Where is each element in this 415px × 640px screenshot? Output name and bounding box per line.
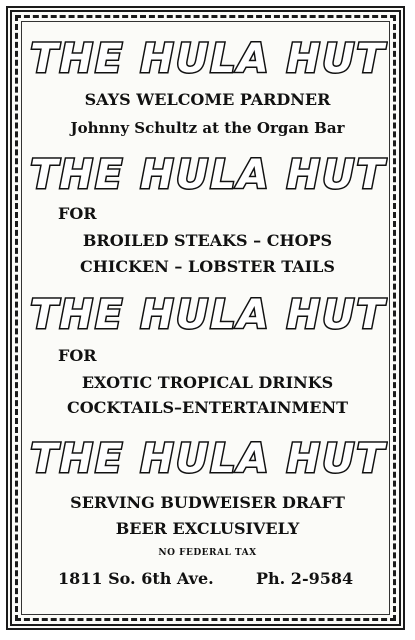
for-label-1: FOR — [58, 204, 97, 223]
budweiser-line: SERVING BUDWEISER DRAFT — [70, 493, 345, 512]
for-label-2: FOR — [58, 346, 97, 365]
bamboo-headline-1 — [28, 32, 388, 82]
drinks-line: EXOTIC TROPICAL DRINKS — [81, 373, 334, 392]
steaks-line: BROILED STEAKS – CHOPS — [82, 231, 333, 250]
headline-text-4: THE HULA HUT — [29, 436, 386, 482]
headline-4 — [0, 432, 415, 482]
phone-number: Ph. 2-9584 — [256, 569, 354, 588]
bamboo-headline-2 — [28, 148, 388, 198]
address: 1811 So. 6th Ave. — [58, 569, 214, 588]
organ-bar-line: Johnny Schultz at the Organ Bar — [70, 119, 345, 137]
tax-note: NO FEDERAL TAX — [158, 548, 257, 558]
headline-text-1: THE HULA HUT — [29, 36, 386, 82]
headline-text-3: THE HULA HUT — [29, 292, 386, 338]
headline-2 — [0, 148, 415, 198]
bamboo-headline-3 — [28, 288, 388, 338]
entertainment-line: COCKTAILS–ENTERTAINMENT — [67, 398, 348, 417]
welcome-line: SAYS WELCOME PARDNER — [84, 90, 331, 109]
headline-text-2: THE HULA HUT — [29, 152, 386, 198]
lobster-line: CHICKEN – LOBSTER TAILS — [80, 257, 335, 276]
beer-line: BEER EXCLUSIVELY — [115, 519, 300, 538]
bamboo-headline-4 — [28, 432, 388, 482]
headline-1 — [0, 32, 415, 82]
headline-3 — [0, 288, 415, 338]
